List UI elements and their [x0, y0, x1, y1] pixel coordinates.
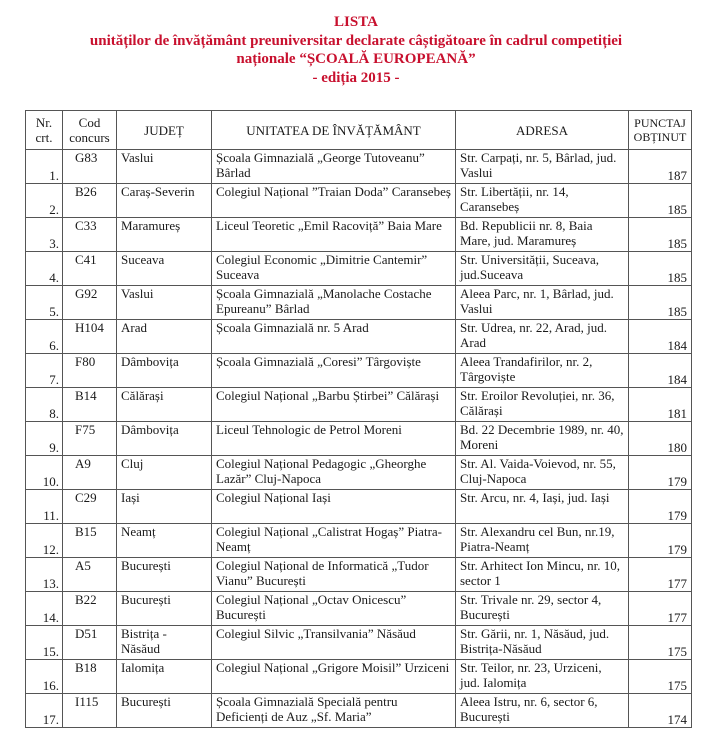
score-cell: 185 — [629, 286, 692, 320]
county-cell: Cluj — [117, 456, 212, 490]
row-number: 16. — [26, 660, 63, 694]
county-cell: Dâmbovița — [117, 422, 212, 456]
code-cell: C29 — [63, 490, 117, 524]
table-row — [26, 422, 692, 456]
score-cell: 185 — [629, 252, 692, 286]
address-cell: Aleea Trandafirilor, nr. 2, Târgoviște — [456, 354, 629, 388]
table-row — [26, 456, 692, 490]
address-cell: Str. Teilor, nr. 23, Urziceni, jud. Ialomița — [456, 660, 629, 694]
address-cell: Str. Alexandru cel Bun, nr.19, Piatra-Neamț — [456, 524, 629, 558]
school-cell: Liceul Tehnologic de Petrol Moreni — [212, 422, 456, 456]
col-header-judet: JUDEȚ — [117, 111, 212, 150]
school-cell: Colegiul Național „Calistrat Hogaș” Piatra-Neamț — [212, 524, 456, 558]
code-cell: B18 — [63, 660, 117, 694]
code-cell: B26 — [63, 184, 117, 218]
score-cell: 174 — [629, 694, 692, 728]
table-row — [26, 558, 692, 592]
code-cell: B14 — [63, 388, 117, 422]
county-cell: Ialomița — [117, 660, 212, 694]
col-header-punctaj: PUNCTAJ OBȚINUT — [629, 111, 692, 150]
table-row — [26, 252, 692, 286]
table-row — [26, 184, 692, 218]
table-row — [26, 660, 692, 694]
score-cell: 179 — [629, 524, 692, 558]
county-cell: Vaslui — [117, 150, 212, 184]
code-cell: G83 — [63, 150, 117, 184]
school-cell: Colegiul Național „Barbu Știrbei” Călărași — [212, 388, 456, 422]
code-cell: B15 — [63, 524, 117, 558]
school-cell: Colegiul Național de Informatică „Tudor Vianu” București — [212, 558, 456, 592]
row-number: 9. — [26, 422, 63, 456]
address-cell: Str. Arcu, nr. 4, Iași, jud. Iași — [456, 490, 629, 524]
school-cell: Colegiul Economic „Dimitrie Cantemir” Suceava — [212, 252, 456, 286]
row-number: 10. — [26, 456, 63, 490]
row-number: 11. — [26, 490, 63, 524]
row-number: 1. — [26, 150, 63, 184]
school-cell: Colegiul Național ”Traian Doda” Caransebeș — [212, 184, 456, 218]
score-cell: 175 — [629, 660, 692, 694]
school-cell: Școala Gimnazială nr. 5 Arad — [212, 320, 456, 354]
address-cell: Str. Carpați, nr. 5, Bârlad, jud. Vaslui — [456, 150, 629, 184]
county-cell: Caraș-Severin — [117, 184, 212, 218]
address-cell: Bd. Republicii nr. 8, Baia Mare, jud. Maramureș — [456, 218, 629, 252]
table-row — [26, 150, 692, 184]
score-cell: 184 — [629, 354, 692, 388]
county-cell: Suceava — [117, 252, 212, 286]
table-row — [26, 592, 692, 626]
table-row — [26, 524, 692, 558]
address-cell: Str. Eroilor Revoluției, nr. 36, Călărași — [456, 388, 629, 422]
code-cell: C41 — [63, 252, 117, 286]
address-cell: Str. Gării, nr. 1, Năsăud, jud. Bistrița-Năsăud — [456, 626, 629, 660]
row-number: 5. — [26, 286, 63, 320]
address-cell: Str. Al. Vaida-Voievod, nr. 55, Cluj-Napoca — [456, 456, 629, 490]
address-cell: Str. Arhitect Ion Mincu, nr. 10, sector 1 — [456, 558, 629, 592]
table-body — [26, 150, 692, 728]
code-cell: D51 — [63, 626, 117, 660]
address-cell: Str. Libertății, nr. 14, Caransebeș — [456, 184, 629, 218]
address-cell: Aleea Istru, nr. 6, sector 6, București — [456, 694, 629, 728]
school-cell: Colegiul Național „Grigore Moisil” Urziceni — [212, 660, 456, 694]
code-cell: H104 — [63, 320, 117, 354]
code-cell: G92 — [63, 286, 117, 320]
row-number: 15. — [26, 626, 63, 660]
score-cell: 179 — [629, 456, 692, 490]
table-row — [26, 354, 692, 388]
score-cell: 185 — [629, 218, 692, 252]
county-cell: București — [117, 558, 212, 592]
row-number: 12. — [26, 524, 63, 558]
table-row — [26, 218, 692, 252]
county-cell: Maramureș — [117, 218, 212, 252]
county-cell: Neamț — [117, 524, 212, 558]
county-cell: Călărași — [117, 388, 212, 422]
code-cell: B22 — [63, 592, 117, 626]
winners-table — [25, 110, 692, 728]
col-header-unitate: UNITATEA DE ÎNVĂȚĂMÂNT — [212, 111, 456, 150]
school-cell: Colegiul Silvic „Transilvania” Năsăud — [212, 626, 456, 660]
code-cell: I115 — [63, 694, 117, 728]
table-row — [26, 320, 692, 354]
score-cell: 179 — [629, 490, 692, 524]
score-cell: 180 — [629, 422, 692, 456]
col-header-nr: Nr. crt. — [26, 111, 63, 150]
score-cell: 181 — [629, 388, 692, 422]
code-cell: A9 — [63, 456, 117, 490]
school-cell: Colegiul Național „Octav Onicescu” București — [212, 592, 456, 626]
table-row — [26, 694, 692, 728]
row-number: 13. — [26, 558, 63, 592]
code-cell: F75 — [63, 422, 117, 456]
table-header-row — [26, 111, 692, 150]
table-row — [26, 388, 692, 422]
row-number: 14. — [26, 592, 63, 626]
school-cell: Școala Gimnazială „George Tutoveanu” Bârlad — [212, 150, 456, 184]
county-cell: București — [117, 694, 212, 728]
row-number: 6. — [26, 320, 63, 354]
school-cell: Școala Gimnazială Specială pentru Deficienți de Auz „Sf. Maria” — [212, 694, 456, 728]
col-header-adresa: ADRESA — [456, 111, 629, 150]
county-cell: Iași — [117, 490, 212, 524]
school-cell: Școala Gimnazială „Coresi” Târgoviște — [212, 354, 456, 388]
row-number: 2. — [26, 184, 63, 218]
table-row — [26, 286, 692, 320]
score-cell: 185 — [629, 184, 692, 218]
county-cell: Vaslui — [117, 286, 212, 320]
row-number: 17. — [26, 694, 63, 728]
code-cell: F80 — [63, 354, 117, 388]
address-cell: Bd. 22 Decembrie 1989, nr. 40, Moreni — [456, 422, 629, 456]
county-cell: Bistrița - Năsăud — [117, 626, 212, 660]
county-cell: Dâmbovița — [117, 354, 212, 388]
score-cell: 177 — [629, 592, 692, 626]
table-row — [26, 626, 692, 660]
code-cell: C33 — [63, 218, 117, 252]
row-number: 7. — [26, 354, 63, 388]
school-cell: Liceul Teoretic „Emil Racoviță” Baia Mare — [212, 218, 456, 252]
score-cell: 184 — [629, 320, 692, 354]
score-cell: 187 — [629, 150, 692, 184]
table-row — [26, 490, 692, 524]
doc-subtitle-line-2: naționale “ȘCOALĂ EUROPEANĂ” — [236, 51, 476, 67]
county-cell: Arad — [117, 320, 212, 354]
school-cell: Școala Gimnazială „Manolache Costache Epureanu” Bârlad — [212, 286, 456, 320]
doc-subtitle-line-1: unităților de învățământ preuniversitar declarate câștigătoare în cadrul competiției — [89, 33, 623, 49]
row-number: 4. — [26, 252, 63, 286]
address-cell: Str. Trivale nr. 29, sector 4, București — [456, 592, 629, 626]
row-number: 8. — [26, 388, 63, 422]
score-cell: 177 — [629, 558, 692, 592]
address-cell: Str. Universității, Suceava, jud.Suceava — [456, 252, 629, 286]
col-header-cod: Cod concurs — [63, 111, 117, 150]
address-cell: Aleea Parc, nr. 1, Bârlad, jud. Vaslui — [456, 286, 629, 320]
doc-title: LISTA — [334, 14, 378, 30]
score-cell: 175 — [629, 626, 692, 660]
doc-edition: - ediția 2015 - — [312, 70, 400, 86]
school-cell: Colegiul Național Iași — [212, 490, 456, 524]
address-cell: Str. Udrea, nr. 22, Arad, jud. Arad — [456, 320, 629, 354]
row-number: 3. — [26, 218, 63, 252]
school-cell: Colegiul Național Pedagogic „Gheorghe Lazăr” Cluj-Napoca — [212, 456, 456, 490]
county-cell: București — [117, 592, 212, 626]
code-cell: A5 — [63, 558, 117, 592]
